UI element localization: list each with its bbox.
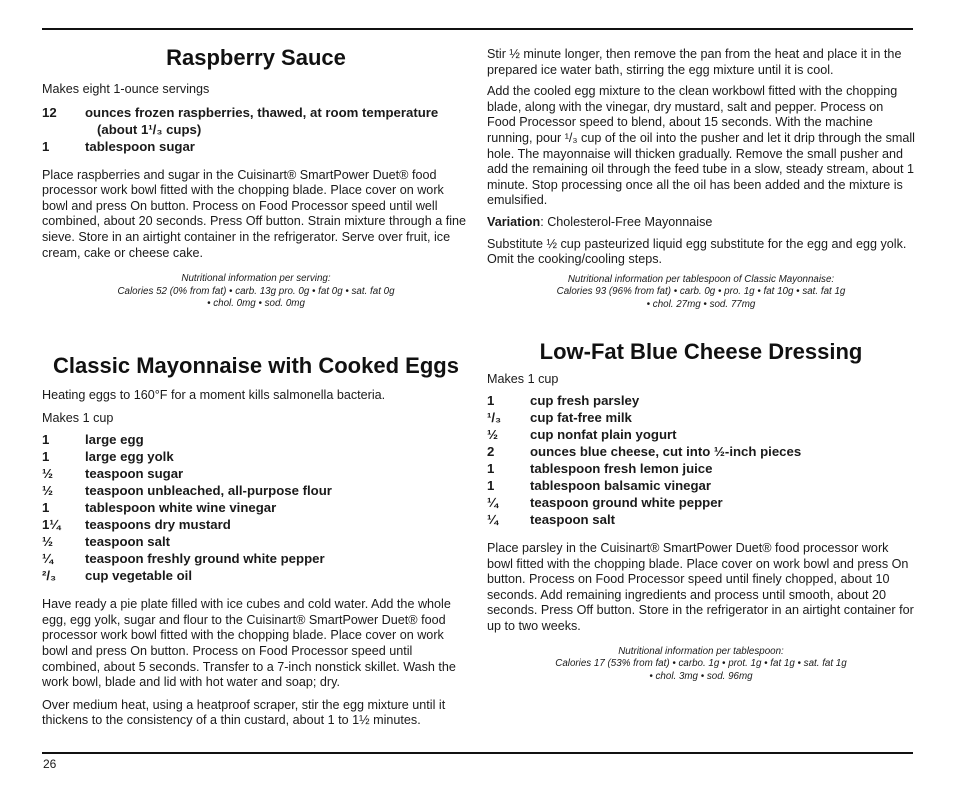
mayo-yield: Makes 1 cup (42, 410, 114, 425)
nutrition-line: • chol. 0mg • sod. 0mg (207, 298, 305, 310)
ingredient-qty: 1 (42, 449, 50, 465)
ingredient-text: cup fat-free milk (530, 410, 632, 426)
nutrition-line: • chol. 3mg • sod. 96mg (649, 670, 753, 682)
ingredient-text: ounces frozen raspberries, thawed, at room temperature (85, 104, 439, 120)
raspberry-instructions: Place raspberries and sugar in the Cuisinart® SmartPower Duet® food processor work bowl fitted with the chopping blade. Place cover on work bowl and press On button. Process on Food Processor speed until well combined, about 20 seconds. Press Off button. Strain mixture through a fine sieve. Store in an airtight container in the refrigerator. Serve over fruit, ice cream, cake or cheese cake. (42, 167, 466, 260)
ingredient-row (42, 138, 470, 155)
left-column (42, 40, 470, 729)
ingredient-qty: ½ (42, 483, 53, 499)
ingredient-text: tablespoon balsamic vinegar (530, 478, 712, 494)
bluecheese-title: Low-Fat Blue Cheese Dressing (539, 338, 863, 364)
ingredient-text: teaspoon ground white pepper (530, 495, 723, 511)
ingredient-text: large egg yolk (85, 449, 174, 465)
mayo-variation (487, 215, 915, 231)
ingredient-qty: 2 (487, 444, 495, 460)
nutrition-heading: Nutritional information per tablespoon of Classic Mayonnaise: (567, 273, 835, 285)
ingredient-text: teaspoon salt (85, 534, 171, 550)
ingredient-qty: ¹/₃ (487, 410, 502, 426)
ingredient-row (487, 477, 915, 494)
ingredient-text: teaspoon unbleached, all-purpose flour (85, 483, 332, 499)
ingredient-row (487, 511, 915, 528)
page-number: 26 (43, 757, 57, 771)
nutrition-heading: Nutritional information per tablespoon: (618, 645, 784, 657)
ingredient-text: teaspoon sugar (85, 466, 184, 482)
ingredient-qty: 12 (42, 104, 57, 120)
ingredient-text: teaspoons dry mustard (85, 517, 231, 533)
raspberry-title: Raspberry Sauce (166, 45, 346, 70)
ingredient-row (487, 443, 915, 460)
ingredient-row (487, 494, 915, 511)
ingredient-row (42, 567, 470, 584)
ingredient-qty: ¼ (487, 495, 498, 511)
right-column (487, 40, 915, 683)
bluecheese-ingredients (487, 392, 915, 528)
top-rule (42, 28, 913, 30)
ingredient-text: tablespoon sugar (85, 138, 195, 154)
ingredient-text: cup vegetable oil (85, 568, 192, 584)
ingredient-qty (42, 121, 97, 138)
ingredient-qty: ½ (42, 534, 53, 550)
mayo-step-3: Stir ½ minute longer, then remove the pan from the heat and place it in the prepared ice water bath, stirring the egg mixture until it is cool. (487, 47, 902, 77)
ingredient-qty: 1¼ (42, 517, 61, 533)
ingredient-row (487, 392, 915, 409)
ingredient-row (42, 431, 470, 448)
mayo-nutrition (487, 274, 915, 312)
nutrition-line: • chol. 27mg • sod. 77mg (646, 298, 756, 310)
mayo-intro: Heating eggs to 160°F for a moment kills salmonella bacteria. (42, 387, 386, 402)
ingredient-text: large egg (85, 432, 144, 448)
variation-label: Variation (487, 214, 541, 229)
mayo-step-1: Have ready a pie plate filled with ice cubes and cold water. Add the whole egg, egg yolk, sugar and flour to the Cuisinart® SmartPower Duet® food processor work bowl fitted with the chopping blade. Place cover on work bowl and press On button. Process on Food Processor speed until combined, about 5 seconds. Transfer to a 7-inch nonstick skillet. Wash the work bowl, blade and lid with hot water and soap; dry. (42, 597, 456, 690)
ingredient-row (42, 550, 470, 567)
ingredient-qty: 1 (42, 432, 50, 448)
ingredient-qty: 1 (487, 461, 495, 477)
ingredient-row (42, 465, 470, 482)
ingredient-row (42, 482, 470, 499)
bluecheese-nutrition (487, 646, 915, 684)
mayo-step-4: Add the cooled egg mixture to the clean workbowl fitted with the chopping blade, along with the vinegar, dry mustard, salt and pepper. Process on Food Processor speed to blend, about 15 seconds. With the machine running, pour ¹/₃ cup of the oil into the pusher and let it drip through the small hole. The mayonnaise will thicken gradually. Remove the small pusher and add the remaining oil through the feed tube in a slow, steady stream, about 1 minute. Stop processing once all the oil has been added and the mixture is emulsified. (487, 84, 915, 208)
ingredient-row (42, 533, 470, 550)
ingredient-qty: ¼ (487, 512, 498, 528)
ingredient-qty: 1 (487, 478, 495, 494)
ingredient-row (42, 499, 470, 516)
raspberry-nutrition (42, 273, 470, 311)
mayo-step-5: Substitute ½ cup pasteurized liquid egg substitute for the egg and egg yolk. Omit the cooking/cooling steps. (487, 236, 907, 267)
ingredient-text: tablespoon white wine vinegar (85, 500, 277, 516)
ingredient-row (42, 448, 470, 465)
raspberry-ingredients (42, 104, 470, 155)
ingredient-qty: ½ (42, 466, 53, 482)
ingredient-row (42, 516, 470, 533)
nutrition-line: Calories 17 (53% from fat) • carbo. 1g • prot. 1g • fat 1g • sat. fat 1g (555, 658, 847, 670)
ingredient-text: teaspoon salt (530, 512, 616, 528)
mayo-step-2: Over medium heat, using a heatproof scraper, stir the egg mixture until it thickens to the consistency of a thin custard, about 1 to 1½ minutes. (42, 697, 446, 728)
ingredient-text: cup nonfat plain yogurt (530, 427, 677, 443)
ingredient-text: cup fresh parsley (530, 393, 640, 409)
ingredient-qty: ½ (487, 427, 498, 443)
ingredient-text: teaspoon freshly ground white pepper (85, 551, 325, 567)
ingredient-text: ounces blue cheese, cut into ½-inch pieces (530, 444, 802, 460)
ingredient-row (487, 426, 915, 443)
ingredient-text: (about 1¹/₃ cups) (97, 121, 202, 137)
ingredient-row (42, 104, 470, 121)
ingredient-qty: ¼ (42, 551, 53, 567)
mayo-ingredients (42, 431, 470, 584)
raspberry-yield: Makes eight 1-ounce servings (42, 82, 210, 96)
variation-text: : Cholesterol-Free Mayonnaise (540, 214, 713, 229)
mayo-title: Classic Mayonnaise with Cooked Eggs (53, 352, 459, 378)
ingredient-qty: 1 (42, 138, 50, 154)
ingredient-text: tablespoon fresh lemon juice (530, 461, 713, 477)
ingredient-row (487, 409, 915, 426)
ingredient-qty: 1 (487, 393, 495, 409)
bluecheese-instructions: Place parsley in the Cuisinart® SmartPower Duet® food processor work bowl fitted with the chopping blade. Place cover on work bowl and press On button. Process on Food Processor speed until finely chopped, about 10 seconds. Add remaining ingredients and process until smooth, about 20 seconds. Press Off button. Store in the refrigerator in an airtight container for up to two weeks. (487, 541, 914, 634)
nutrition-line: Calories 93 (96% from fat) • carb. 0g • pro. 1g • fat 10g • sat. fat 1g (556, 286, 846, 298)
nutrition-line: Calories 52 (0% from fat) • carb. 13g pro. 0g • fat 0g • sat. fat 0g (117, 285, 395, 297)
ingredient-row (487, 460, 915, 477)
ingredient-row (42, 121, 470, 138)
ingredient-qty: ²/₃ (42, 568, 57, 584)
ingredient-qty: 1 (42, 500, 50, 516)
bluecheese-yield: Makes 1 cup (487, 371, 559, 386)
bottom-rule (42, 752, 913, 754)
nutrition-heading: Nutritional information per serving: (181, 273, 331, 285)
